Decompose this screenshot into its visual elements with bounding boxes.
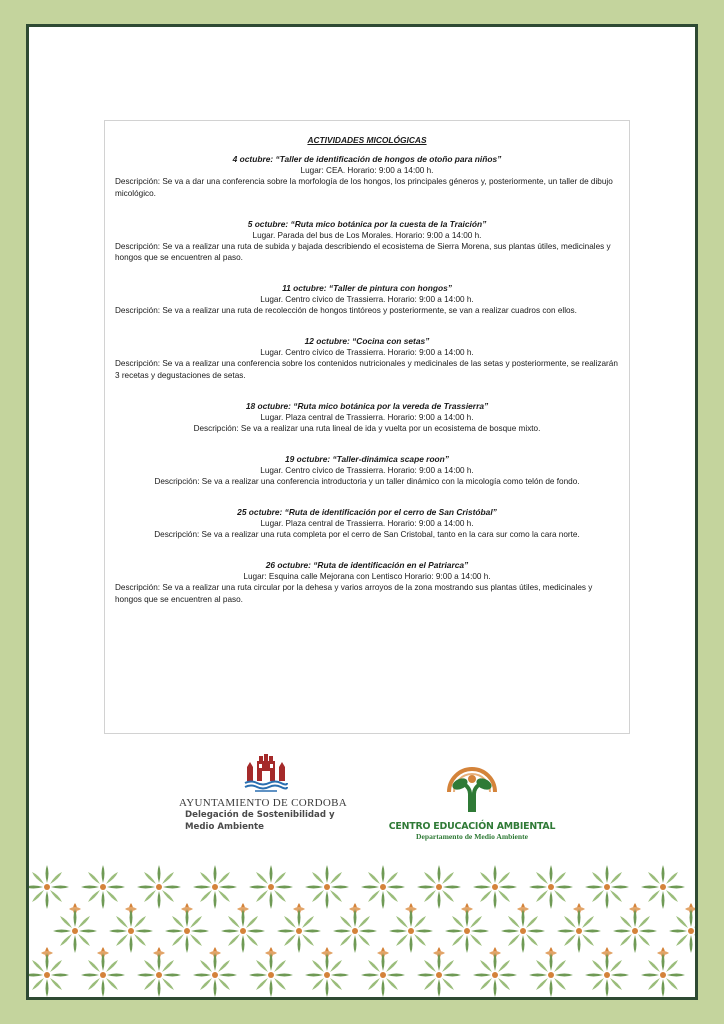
leaf-motif (165, 909, 209, 953)
leaf-motif (137, 953, 181, 997)
activity-description: Descripción: Se va a realizar una ruta de subida y bajada describiendo el ecosistema de Sierra Morena, sus plantas útiles, medicinales y hongos que se encuentren al paso. (115, 241, 611, 263)
cea-department: Departamento de Medio Ambiente (416, 832, 528, 841)
activity-description: Descripción: Se va a realizar una ruta de recolección de hongos tintóreos y posteriormente, se van a realizar cuadros con ellos. (115, 306, 577, 316)
activity-place: Lugar. Parada del bus de Los Morales. Horario: 9:00 a 14:00 h. (252, 230, 482, 240)
activity-place: Lugar. Plaza central de Trassierra. Horario: 9:00 a 14:00 h. (260, 519, 474, 529)
ayuntamiento-name: AYUNTAMIENTO DE CORDOBA (179, 797, 347, 809)
activity-place: Lugar: Esquina calle Mejorana con Lentisco Horario: 9:00 a 14:00 h. (243, 572, 491, 582)
ayuntamiento-delegation: Delegación de Sostenibilidad y (185, 810, 335, 820)
activity-place: Lugar: CEA. Horario: 9:00 a 14:00 h. (300, 166, 434, 175)
activity-item (115, 336, 619, 381)
leaf-motif (613, 909, 657, 953)
leaf-motif (221, 909, 265, 953)
leaf-motif (473, 865, 517, 909)
tree-icon (443, 762, 501, 814)
leaf-motif (417, 865, 461, 909)
activity-item (115, 507, 619, 541)
leaf-motif (137, 865, 181, 909)
leaf-motif (29, 865, 69, 909)
cea-name: CENTRO EDUCACIÓN AMBIENTAL (388, 821, 556, 832)
activities-box (104, 120, 630, 734)
activity-description: Descripción: Se va a realizar una ruta completa por el cerro de San Cristobal, tanto en la cara sur como la cara norte. (154, 530, 580, 540)
ayuntamiento-department: Medio Ambiente (185, 822, 264, 832)
activity-heading: 12 octubre: “Cocina con setas” (304, 336, 430, 347)
leaf-motif (529, 865, 573, 909)
leaf-motif (333, 909, 377, 953)
activity-item (115, 454, 619, 488)
leaf-motif (445, 909, 489, 953)
leaf-motif (361, 953, 405, 997)
activity-heading: 11 octubre: “Taller de pintura con hongos” (282, 283, 452, 294)
cea-logo (387, 762, 557, 841)
activity-heading: 25 octubre: “Ruta de identificación por el cerro de San Cristóbal” (237, 507, 497, 518)
leaf-motif (193, 953, 237, 997)
activity-item (115, 401, 619, 435)
activity-description: Descripción: Se va a realizar una ruta lineal de ida y vuelta por un ecosistema de bosque mixto. (193, 424, 541, 434)
leaf-motif (109, 909, 153, 953)
activity-heading: 18 octubre: “Ruta mico botánica por la vereda de Trassierra” (245, 401, 489, 412)
leaf-motif (389, 909, 433, 953)
page-frame (26, 24, 698, 1000)
leaf-motif (529, 953, 573, 997)
activity-description: Descripción: Se va a realizar una conferencia introductoria y un taller dinámico con la micología como telón de fondo. (154, 477, 580, 487)
activity-place: Lugar. Centro cívico de Trassierra. Horario: 9:00 a 14:00 h. (260, 466, 474, 476)
activity-heading: 5 octubre: “Ruta mico botánica por la cuesta de la Traición” (247, 218, 487, 229)
ayuntamiento-logo (179, 753, 369, 833)
leaf-motif (501, 909, 545, 953)
leaf-motif (305, 865, 349, 909)
activity-description: Descripción: Se va a realizar una ruta circular por la dehesa y varios arroyos de la zona mostrando sus plantas útiles, medicinales y hongos que se encuentren al paso. (115, 583, 593, 605)
leaf-motif (193, 865, 237, 909)
leaf-motif (585, 953, 629, 997)
activity-place: Lugar. Plaza central de Trassierra. Horario: 9:00 a 14:00 h. (260, 413, 474, 423)
leaf-motif (473, 953, 517, 997)
leaf-motif (277, 909, 321, 953)
activity-item (115, 219, 619, 264)
leaf-pattern-decoration (29, 859, 695, 997)
leaf-motif (641, 865, 685, 909)
activity-place: Lugar. Centro cívico de Trassierra. Horario: 9:00 a 14:00 h. (260, 348, 474, 358)
leaf-motif (29, 953, 69, 997)
leaf-motif (305, 953, 349, 997)
activity-description: Descripción: Se va a realizar una conferencia sobre los contenidos nutricionales y medicinales de las setas y posteriormente, se realizarán 3 recetas y degustaciones de setas. (115, 359, 618, 381)
leaf-motif (641, 953, 685, 997)
leaf-motif (417, 953, 461, 997)
document-title: ACTIVIDADES MICOLÓGICAS (307, 135, 427, 145)
activity-heading: 26 octubre: “Ruta de identificación en el Patriarca” (265, 560, 469, 571)
leaf-motif (669, 909, 695, 953)
cordoba-crest-icon (243, 753, 289, 793)
activity-item (115, 283, 619, 317)
leaf-motif (361, 865, 405, 909)
leaf-motif (585, 865, 629, 909)
activity-heading: 19 octubre: “Taller-dinámica scape roon” (285, 454, 449, 465)
leaf-motif (557, 909, 601, 953)
activity-place: Lugar. Centro cívico de Trassierra. Horario: 9:00 a 14:00 h. (260, 295, 474, 305)
activity-heading: 4 octubre: “Taller de identificación de hongos de otoño para niños” (232, 154, 502, 164)
leaf-motif (249, 865, 293, 909)
activity-item (115, 154, 619, 199)
leaf-motif (53, 909, 97, 953)
activity-description: Descripción: Se va a dar una conferencia sobre la morfología de los hongos, los principales géneros y, posteriormente, un taller de dibujo micológico. (115, 177, 613, 198)
leaf-motif (249, 953, 293, 997)
leaf-motif (81, 953, 125, 997)
leaf-motif (81, 865, 125, 909)
activity-item (115, 560, 619, 605)
